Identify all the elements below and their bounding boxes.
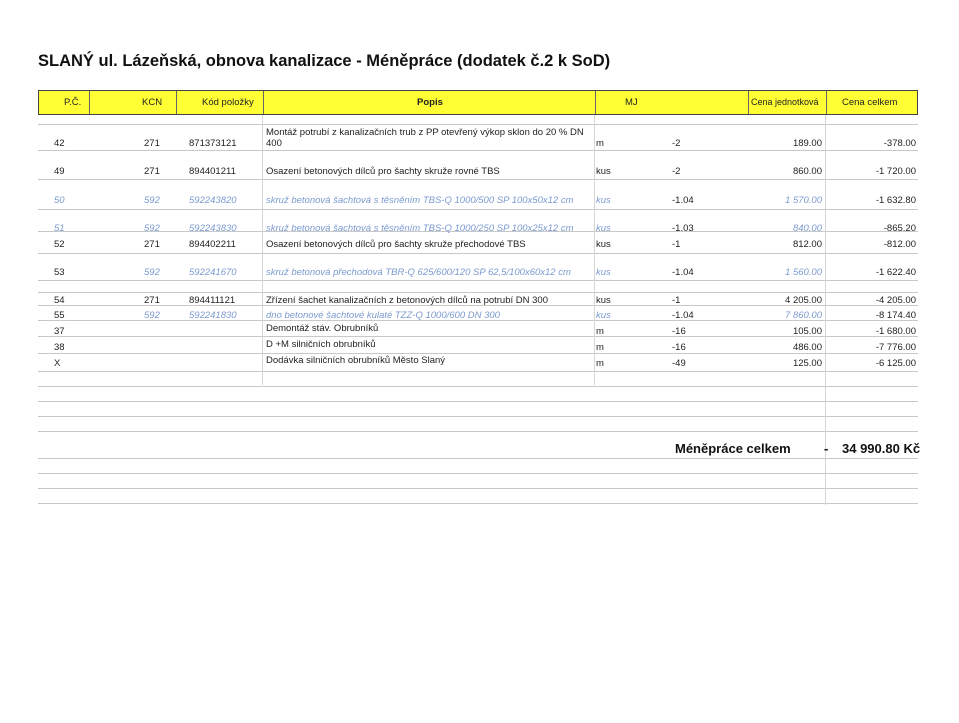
total-dash: -	[824, 441, 829, 456]
cell-qty: -1.03	[672, 223, 694, 234]
page-title: SLANÝ ul. Lázeňská, obnova kanalizace - Méněpráce (dodatek č.2 k SoD)	[38, 52, 611, 70]
cell-mj: kus	[596, 166, 611, 177]
cell-kcn: 592	[144, 310, 160, 321]
cell-pc: 50	[54, 195, 65, 206]
cell-qty: -16	[672, 326, 686, 337]
cell-total: -4 205.00	[875, 295, 916, 306]
cell-unit-price: 1 560.00	[785, 267, 822, 278]
grid-line	[38, 292, 918, 293]
grid-line	[38, 488, 918, 489]
cell-unit-price: 1 570.00	[785, 195, 822, 206]
header-divider	[89, 91, 90, 114]
header-mj: MJ	[625, 97, 638, 108]
cell-qty: -2	[672, 166, 681, 177]
cell-total: -1 680.00	[875, 326, 916, 337]
cell-kcn: 271	[144, 239, 160, 250]
grid-line	[38, 209, 918, 210]
cell-total: -6 125.00	[875, 358, 916, 369]
cell-unit-price: 486.00	[792, 342, 822, 353]
cell-code: 894401211	[189, 166, 236, 177]
grid-line	[38, 371, 918, 372]
cell-pc: 53	[54, 267, 65, 278]
cell-total: -8 174.40	[875, 310, 916, 321]
cell-mj: kus	[596, 295, 611, 306]
cell-desc: Dodávka silničních obrubníků Město Slaný	[266, 355, 446, 366]
cell-qty: -1.04	[672, 267, 694, 278]
cell-code: 592243820	[189, 195, 237, 206]
cell-pc: 52	[54, 239, 65, 250]
header-desc: Popis	[417, 97, 443, 108]
cell-kcn: 271	[144, 295, 160, 306]
header-divider	[826, 91, 827, 114]
header-divider	[263, 91, 264, 114]
cell-qty: -1.04	[672, 310, 694, 321]
grid-line	[38, 401, 918, 402]
table-header	[38, 90, 918, 115]
cell-total: -812.00	[883, 239, 916, 250]
cell-kcn: 592	[144, 223, 160, 234]
header-divider	[748, 91, 749, 114]
cell-mj: kus	[596, 239, 611, 250]
grid-line	[38, 431, 918, 432]
grid-column-line	[262, 115, 263, 385]
cell-code: 592241830	[189, 310, 237, 321]
cell-pc: 51	[54, 223, 65, 234]
cell-total: -378.00	[883, 138, 916, 149]
cell-mj: m	[596, 358, 604, 369]
cell-kcn: 271	[144, 166, 160, 177]
grid-line	[38, 280, 918, 281]
header-divider	[595, 91, 596, 114]
cell-mj: kus	[596, 223, 611, 234]
cell-qty: -16	[672, 342, 686, 353]
cell-mj: kus	[596, 195, 611, 206]
cell-unit-price: 860.00	[792, 166, 822, 177]
header-divider	[176, 91, 177, 114]
cell-total: -1 622.40	[875, 267, 916, 278]
cell-mj: kus	[596, 267, 611, 278]
cell-mj: m	[596, 138, 604, 149]
cell-code: 592243830	[189, 223, 237, 234]
grid-line	[38, 150, 918, 151]
cell-qty: -1	[672, 295, 681, 306]
total-label: Méněpráce celkem	[675, 441, 791, 456]
grid-line	[38, 124, 918, 125]
cell-kcn: 592	[144, 195, 160, 206]
cell-qty: -2	[672, 138, 681, 149]
cell-pc: 55	[54, 310, 65, 321]
total-value: 34 990.80 Kč	[842, 441, 921, 456]
cell-desc: Zřízení šachet kanalizačních z betonových dílců na potrubí DN 300	[266, 295, 548, 306]
cell-pc: 37	[54, 326, 65, 337]
cell-unit-price: 189.00	[792, 138, 822, 149]
cell-code: 592241670	[189, 267, 237, 278]
cell-mj: m	[596, 326, 604, 337]
header-kcn: KCN	[142, 97, 163, 108]
cell-pc: 42	[54, 138, 65, 149]
cell-desc: skruž betonová šachtová s těsněním TBS-Q 1000/250 SP 100x25x12 cm	[266, 223, 574, 234]
cell-total: -1 720.00	[875, 166, 916, 177]
cell-pc: 54	[54, 295, 65, 306]
cell-kcn: 271	[144, 138, 160, 149]
cell-unit-price: 4 205.00	[785, 295, 822, 306]
header-code: Kód položky	[202, 97, 254, 108]
cell-desc: dno betonové šachtové kulaté TZZ-Q 1000/600 DN 300	[266, 310, 500, 321]
cell-code: 894411121	[189, 295, 236, 306]
cell-unit-price: 125.00	[792, 358, 822, 369]
cell-desc: Osazení betonových dílců pro šachty skruže rovné TBS	[266, 166, 500, 177]
grid-line	[38, 416, 918, 417]
cell-unit-price: 105.00	[792, 326, 822, 337]
grid-line	[38, 253, 918, 254]
cell-pc: X	[54, 358, 61, 369]
header-unit-price: Cena jednotková	[751, 97, 819, 107]
cell-mj: kus	[596, 310, 611, 321]
header-pc: P.Č.	[64, 97, 82, 108]
grid-line	[38, 179, 918, 180]
cell-desc: D +M silničních obrubníků	[266, 339, 376, 350]
cell-desc: skruž betonová šachtová s těsněním TBS-Q 1000/500 SP 100x50x12 cm	[266, 195, 574, 206]
grid-line	[38, 503, 918, 504]
grid-column-line	[594, 115, 595, 385]
grid-line	[38, 353, 918, 354]
cell-desc: Osazení betonových dílců pro šachty skruže přechodové TBS	[266, 239, 526, 250]
cell-code: 871373121	[189, 138, 237, 149]
cell-pc: 38	[54, 342, 65, 353]
cell-unit-price: 7 860.00	[785, 310, 822, 321]
cell-qty: -1	[672, 239, 681, 250]
grid-line	[38, 458, 918, 459]
grid-line	[38, 386, 918, 387]
cell-desc: Montáž potrubí z kanalizačních trub z PP otevřený výkop sklon do 20 % DN	[266, 127, 584, 138]
cell-desc-cont: 400	[266, 138, 282, 149]
cell-total: -865.20	[883, 223, 916, 234]
cell-qty: -1.04	[672, 195, 694, 206]
header-total: Cena celkem	[842, 97, 898, 108]
cell-total: -1 632.80	[875, 195, 916, 206]
cell-unit-price: 812.00	[792, 239, 822, 250]
cell-desc: Demontáž stáv. Obrubníků	[266, 323, 379, 334]
cell-desc: skruž betonová přechodová TBR-Q 625/600/120 SP 62,5/100x60x12 cm	[266, 267, 571, 278]
cell-kcn: 592	[144, 267, 160, 278]
cell-unit-price: 840.00	[792, 223, 822, 234]
cell-qty: -49	[672, 358, 686, 369]
cell-total: -7 776.00	[875, 342, 916, 353]
cell-pc: 49	[54, 166, 65, 177]
cell-code: 894402211	[189, 239, 236, 250]
cell-mj: m	[596, 342, 604, 353]
grid-line	[38, 473, 918, 474]
